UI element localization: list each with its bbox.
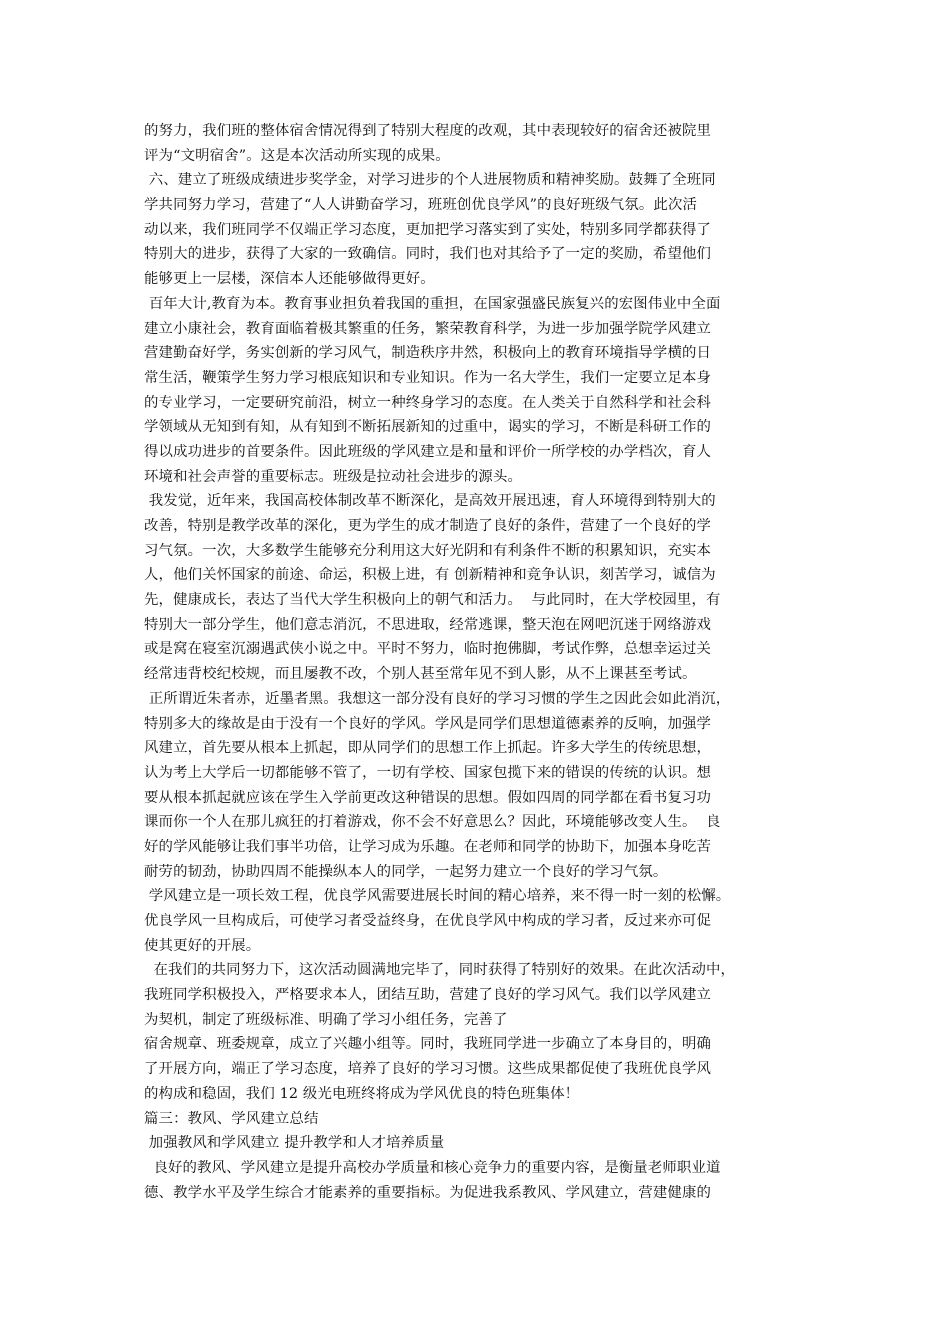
text-line: 我班同学积极投入，严格要求本人，团结互助，营建了良好的学习风气。我们以学风建立	[144, 987, 712, 1004]
text-line: 要从根本抓起就应该在学生入学前更改这种错误的思想。假如四周的同学都在看书复习功	[144, 789, 712, 806]
paragraph-education	[144, 292, 820, 490]
text-line: 好的学风能够让我们事半功倍，让学习成为乐趣。在老师和同学的协助下，加强本身吃苦	[144, 838, 712, 855]
paragraph-chapter-title	[144, 1107, 820, 1132]
text-line: 为契机，制定了班级标准、明确了学习小组任务，完善了	[144, 1011, 508, 1028]
paragraph-environment	[144, 687, 820, 885]
paragraph-subtitle	[144, 1131, 820, 1156]
text-line: 认为考上大学后一切都能够不管了，一切有学校、国家包揽下来的错误的传统的认识。想	[144, 764, 712, 781]
text-line: 经常违背校纪校规，而且屡教不改，个别人甚至常年见不到人影，从不上课甚至考试。	[144, 666, 697, 683]
text-line: 特别大的进步，获得了大家的一致确信。同时，我们也对其给予了一定的奖励，希望他们	[144, 246, 712, 263]
text-line: 特别多大的缘故是由于没有一个良好的学风。学风是同学们思想道德素养的反响，加强学	[144, 715, 712, 732]
text-line: 风建立，首先要从根本上抓起，即从同学们的思想工作上抓起。许多大学生的传统思想，	[144, 740, 712, 757]
text-line: 课而你一个人在那儿疯狂的打着游戏，你不会不好意思么？因此，环境能够改变人生。 良	[144, 814, 721, 831]
text-line: 宿舍规章、班委规章，成立了兴趣小组等。同时，我班同学进一步确立了本身目的，明确	[144, 1036, 712, 1053]
text-line: 百年大计,教育为本。教育事业担负着我国的重担，在国家强盛民族复兴的宏图伟业中全面	[144, 295, 721, 312]
paragraph-intro	[144, 1156, 820, 1205]
text-line: 优良学风一旦构成后，可使学习者受益终身，在优良学风中构成的学习者，反过来亦可促	[144, 913, 712, 929]
text-line: 学领域从无知到有知，从有知到不断拓展新知的过重中，谒实的学习，不断是科研工作的	[144, 419, 712, 436]
text-line: 人，他们关怀国家的前途、命运，积极上进，有 创新精神和竞争认识，刻苦学习，诚信为	[144, 567, 716, 584]
paragraph-reform	[144, 489, 820, 687]
text-line: 先，健康成长，表达了当代大学生积极向上的朝气和活力。 与此同时，在大学校园里，有	[144, 592, 721, 609]
text-line: 的努力，我们班的整体宿舍情况得到了特别大程度的改观，其中表现较好的宿舍还被院里	[144, 123, 712, 139]
text-line: 了开展方向，端正了学习态度，培养了良好的学习习惯。这些成果都促使了我班优良学风	[144, 1061, 712, 1078]
text-line: 在我们的共同努力下，这次活动圆满地完毕了，同时获得了特别好的效果。在此次活动中，	[144, 962, 736, 979]
text-line: 得以成功进步的首要条件。因此班级的学风建立是和量和评价一所学校的办学档次，育人	[144, 443, 712, 460]
text-line: 加强教风和学风建立 提升教学和人才培养质量	[144, 1135, 445, 1152]
text-line: 我发觉，近年来，我国高校体制改革不断深化，是高效开展迅速，育人环境得到特别大的	[144, 493, 716, 510]
text-line: 学共同努力学习，营建了“人人讲勤奋学习，班班创优良学风”的良好班级气氛。此次活	[144, 197, 698, 214]
text-line: 或是窝在寝室沉溺遇武侠小说之中。平时不努力，临时抱佛脚，考试作弊，总想幸运过关	[144, 641, 712, 658]
paragraph-scholarship	[144, 168, 820, 291]
text-line: 德、教学水平及学生综合才能素养的重要指标。为促进我系教风、学风建立，营建健康的	[144, 1184, 712, 1201]
text-line: 环境和社会声誉的重要标志。班级是拉动社会进步的源头。	[144, 468, 523, 485]
paragraph-results	[144, 958, 820, 1106]
text-line: 的构成和稳固，我们 12 级光电班终将成为学风优良的特色班集体！	[144, 1085, 580, 1102]
text-line: 六、建立了班级成绩进步奖学金，对学习进步的个人进展物质和精神奖励。鼓舞了全班同	[144, 172, 716, 189]
text-line: 学风建立是一项长效工程，优良学风需要进展长时间的精心培养，来不得一时一刻的松懈。	[144, 888, 731, 905]
text-line: 的专业学习，一定要研究前沿，树立一种终身学习的态度。在人类关于自然科学和社会科	[144, 394, 712, 411]
text-line: 特别大一部分学生，他们意志消沉，不思进取，经常逃课，整天泡在网吧沉迷于网络游戏	[144, 616, 712, 633]
text-line: 能够更上一层楼，深信本人还能够做得更好。	[144, 271, 435, 288]
text-line: 改善，特别是教学改革的深化，更为学生的成才制造了良好的条件，营建了一个良好的学	[144, 518, 712, 534]
text-line: 习气氛。一次，大多数学生能够充分利用这大好光阴和有利条件不断的积累知识，充实本	[144, 542, 712, 559]
paragraph-dorm	[144, 119, 820, 168]
text-line: 建立小康社会，教育面临着极其繁重的任务，繁荣教育科学，为进一步加强学院学风建立	[144, 320, 712, 337]
document-page	[144, 119, 820, 1205]
text-line: 常生活，鞭策学生努力学习根底知识和专业知识。作为一名大学生，我们一定要立足本身	[144, 369, 712, 386]
text-line: 动以来，我们班同学不仅端正学习态度，更加把学习落实到了实处，特别多同学都获得了	[144, 221, 712, 238]
text-line: 良好的教风、学风建立是提升高校办学质量和核心竞争力的重要内容，是衡量老师职业道	[144, 1159, 721, 1176]
text-line: 耐劳的韧劲，协助四周不能操纵本人的同学，一起努力建立一个良好的学习气氛。	[144, 863, 668, 880]
text-line: 营建勤奋好学，务实创新的学习风气，制造秩序井然，积极向上的教育环境指导学横的日	[144, 345, 712, 362]
text-line: 正所谓近朱者赤，近墨者黑。我想这一部分没有良好的学习习惯的学生之因此会如此消沉，	[144, 690, 731, 707]
paragraph-longterm	[144, 884, 820, 958]
text-line: 使其更好的开展。	[144, 937, 261, 954]
text-line: 篇三：教风、学风建立总结	[144, 1110, 319, 1127]
text-line: 评为“文明宿舍”。这是本次活动所实现的成果。	[144, 147, 450, 164]
